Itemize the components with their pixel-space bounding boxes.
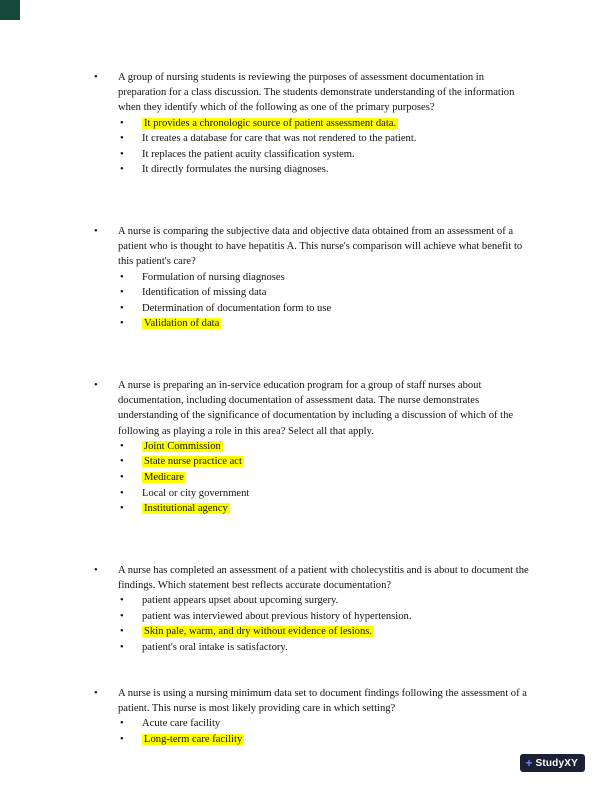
answer-option xyxy=(92,640,530,656)
question-block xyxy=(92,224,530,332)
answer-option xyxy=(92,609,530,625)
answer-text: Formulation of nursing diagnoses xyxy=(142,271,285,283)
answer-text: It directly formulates the nursing diagnoses. xyxy=(142,164,329,176)
question-block xyxy=(92,70,530,178)
answer-option xyxy=(92,732,530,748)
options-list xyxy=(92,716,530,747)
answer-text: Determination of documentation form to use xyxy=(142,302,332,314)
question-block xyxy=(92,563,530,656)
options-list xyxy=(92,593,530,655)
highlighted-answer: It provides a chronologic source of patient assessment data. xyxy=(144,117,397,129)
answer-option xyxy=(92,285,530,301)
highlighted-answer: Institutional agency xyxy=(144,503,228,515)
question-block xyxy=(92,378,530,517)
highlighted-answer: Long-term care facility xyxy=(144,733,243,745)
answer-option xyxy=(92,270,530,286)
studyxy-logo xyxy=(520,754,585,772)
options-list xyxy=(92,439,530,517)
answer-option xyxy=(92,147,530,163)
question-text: • A nurse is using a nursing minimum data set to document findings following the assessment of a patient. This nurse is most likely providing care in which setting? xyxy=(92,686,530,716)
answer-text: patient's oral intake is satisfactory. xyxy=(142,641,288,653)
highlighted-answer: Joint Commission xyxy=(144,440,221,452)
highlighted-answer: Validation of data xyxy=(144,318,220,330)
answer-text: patient was interviewed about previous history of hypertension. xyxy=(142,610,412,622)
answer-option xyxy=(92,716,530,732)
question-text: • A nurse is preparing an in-service education program for a group of staff nurses about documentation, including documentation of assessment data. The nurse demonstrates understanding of the significance of documentation by including a discussion of which of the following as playing a role in this area? Select all that apply. xyxy=(92,378,530,439)
question-text: • A group of nursing students is reviewing the purposes of assessment documentation in preparation for a class discussion. The students demonstrate understanding of the information when they identify which of the following as one of the primary purposes? xyxy=(92,70,530,116)
highlighted-answer: Medicare xyxy=(144,471,184,483)
question-text: • A nurse has completed an assessment of a patient with cholecystitis and is about to document the findings. Which statement best reflects accurate documentation? xyxy=(92,563,530,593)
logo-text: StudyXY xyxy=(535,757,578,769)
options-list xyxy=(92,270,530,332)
answer-text: It replaces the patient acuity classification system. xyxy=(142,148,355,160)
plus-icon: + xyxy=(525,756,533,770)
answer-option xyxy=(92,131,530,147)
answer-option xyxy=(92,301,530,317)
answer-option xyxy=(92,439,530,455)
highlighted-answer: Skin pale, warm, and dry without evidence of lesions. xyxy=(144,626,373,638)
questions-list xyxy=(92,70,533,792)
question-block xyxy=(92,686,530,748)
answer-text: It creates a database for care that was not rendered to the patient. xyxy=(142,133,417,145)
answer-option xyxy=(92,316,530,332)
highlighted-answer: State nurse practice act xyxy=(144,456,242,468)
answer-option xyxy=(92,501,530,517)
answer-text: Identification of missing data xyxy=(142,287,267,299)
options-list xyxy=(92,116,530,178)
answer-option xyxy=(92,470,530,486)
answer-option xyxy=(92,116,530,132)
answer-text: Acute care facility xyxy=(142,717,221,729)
answer-text: Local or city government xyxy=(142,487,250,499)
answer-option xyxy=(92,454,530,470)
answer-option xyxy=(92,593,530,609)
question-text: • A nurse is comparing the subjective data and objective data obtained from an assessment of a patient who is thought to have hepatitis A. This nurse's comparison will achieve what benefit to this patient's care? xyxy=(92,224,530,270)
corner-mark xyxy=(0,0,20,20)
answer-option xyxy=(92,486,530,502)
answer-option xyxy=(92,624,530,640)
answer-text: patient appears upset about upcoming surgery. xyxy=(142,595,339,607)
answer-option xyxy=(92,162,530,178)
